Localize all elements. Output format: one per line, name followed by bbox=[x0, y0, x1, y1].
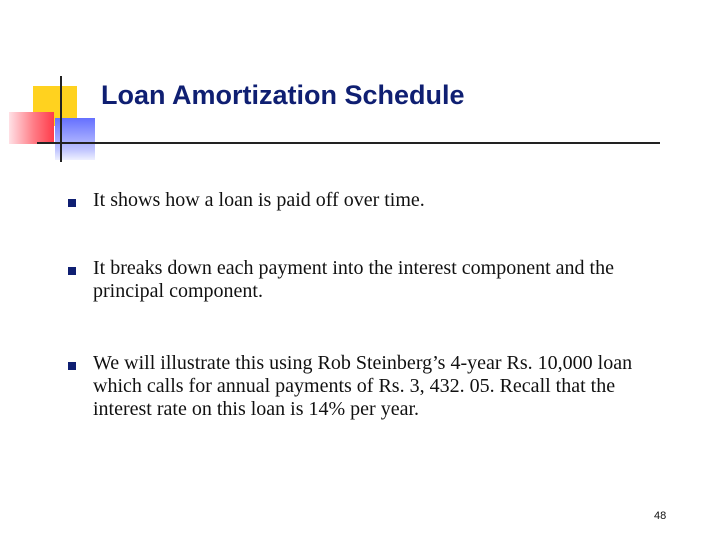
title-underline-rule bbox=[37, 142, 660, 144]
square-bullet-icon bbox=[68, 199, 76, 207]
square-bullet-icon bbox=[68, 362, 76, 370]
decorative-red-bar bbox=[9, 112, 54, 144]
square-bullet-icon bbox=[68, 267, 76, 275]
bullet-text: It shows how a loan is paid off over time. bbox=[93, 189, 425, 211]
bullet-text: We will illustrate this using Rob Steinberg’s 4-year Rs. 10,000 loan which calls for annual payments of Rs. 3, 432. 05. Recall that the interest rate on this loan is 14% per year. bbox=[93, 352, 633, 420]
bullet-text: It breaks down each payment into the interest component and the principal component. bbox=[93, 257, 614, 302]
decorative-vertical-rule bbox=[60, 76, 62, 162]
slide-title: Loan Amortization Schedule bbox=[101, 80, 465, 110]
page-number: 48 bbox=[654, 510, 667, 522]
